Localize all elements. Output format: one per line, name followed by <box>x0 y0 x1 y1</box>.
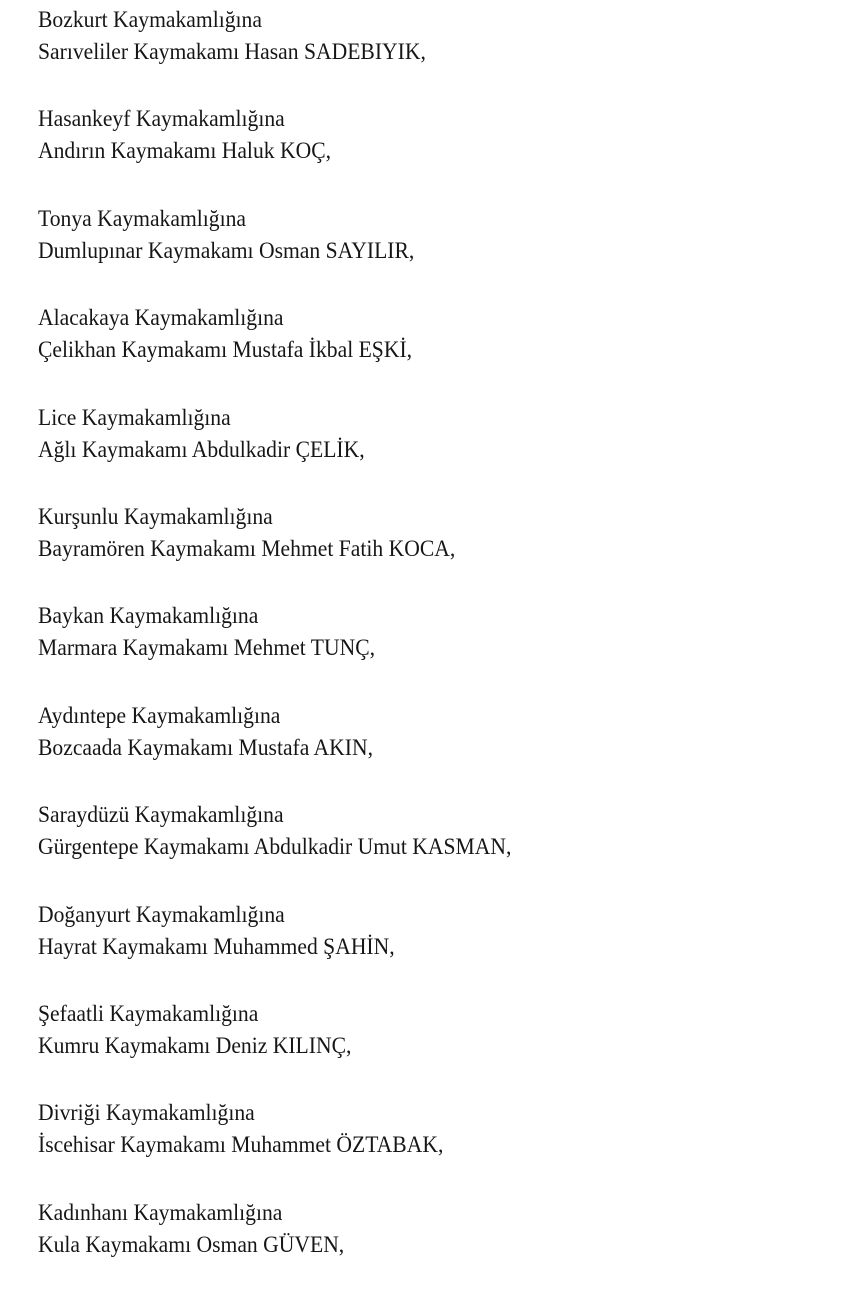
appointment-entry <box>38 799 818 898</box>
appointment-entry <box>38 501 818 600</box>
appointment-post: Tonya Kaymakamlığına <box>38 205 247 231</box>
appointment-post: Baykan Kaymakamlığına <box>38 603 259 629</box>
appointment-person: Kula Kaymakamı Osman GÜVEN, <box>38 1231 345 1257</box>
appointment-person: Bozcaada Kaymakamı Mustafa AKIN, <box>38 734 374 760</box>
appointment-person: Dumlupınar Kaymakamı Osman SAYILIR, <box>38 237 415 263</box>
appointment-entry <box>38 203 818 302</box>
appointment-entry <box>38 1097 818 1196</box>
appointment-entry <box>38 1197 818 1296</box>
appointment-entry <box>38 302 818 401</box>
appointment-post: Aydıntepe Kaymakamlığına <box>38 702 281 728</box>
appointment-person: Sarıveliler Kaymakamı Hasan SADEBIYIK, <box>38 39 426 64</box>
appointment-entry <box>38 4 818 103</box>
appointment-post: Lice Kaymakamlığına <box>38 404 231 430</box>
appointment-post: Divriği Kaymakamlığına <box>38 1100 255 1126</box>
appointment-entry <box>38 402 818 501</box>
appointment-post: Doğanyurt Kaymakamlığına <box>38 901 285 927</box>
appointment-entry <box>38 998 818 1097</box>
appointment-list <box>38 4 818 1296</box>
appointment-person: Ağlı Kaymakamı Abdulkadir ÇELİK, <box>38 436 365 462</box>
appointment-post: Saraydüzü Kaymakamlığına <box>38 802 284 828</box>
appointment-post: Hasankeyf Kaymakamlığına <box>38 106 285 132</box>
appointment-person: İscehisar Kaymakamı Muhammet ÖZTABAK, <box>38 1132 444 1158</box>
appointment-person: Kumru Kaymakamı Deniz KILINÇ, <box>38 1032 352 1058</box>
appointment-post: Kurşunlu Kaymakamlığına <box>38 503 273 529</box>
appointment-person: Çelikhan Kaymakamı Mustafa İkbal EŞKİ, <box>38 337 413 363</box>
appointment-entry <box>38 600 818 699</box>
appointment-post: Bozkurt Kaymakamlığına <box>38 7 262 32</box>
appointment-entry <box>38 103 818 202</box>
appointment-post: Alacakaya Kaymakamlığına <box>38 305 284 331</box>
appointment-person: Hayrat Kaymakamı Muhammed ŞAHİN, <box>38 933 395 959</box>
appointment-entry <box>38 899 818 998</box>
appointment-person: Bayramören Kaymakamı Mehmet Fatih KOCA, <box>38 535 456 561</box>
appointment-person: Marmara Kaymakamı Mehmet TUNÇ, <box>38 635 376 661</box>
appointment-entry <box>38 700 818 799</box>
appointment-post: Kadınhanı Kaymakamlığına <box>38 1199 283 1225</box>
appointment-post: Şefaatli Kaymakamlığına <box>38 1000 259 1026</box>
appointment-person: Andırın Kaymakamı Haluk KOÇ, <box>38 138 332 164</box>
appointment-person: Gürgentepe Kaymakamı Abdulkadir Umut KASMAN, <box>38 834 512 860</box>
